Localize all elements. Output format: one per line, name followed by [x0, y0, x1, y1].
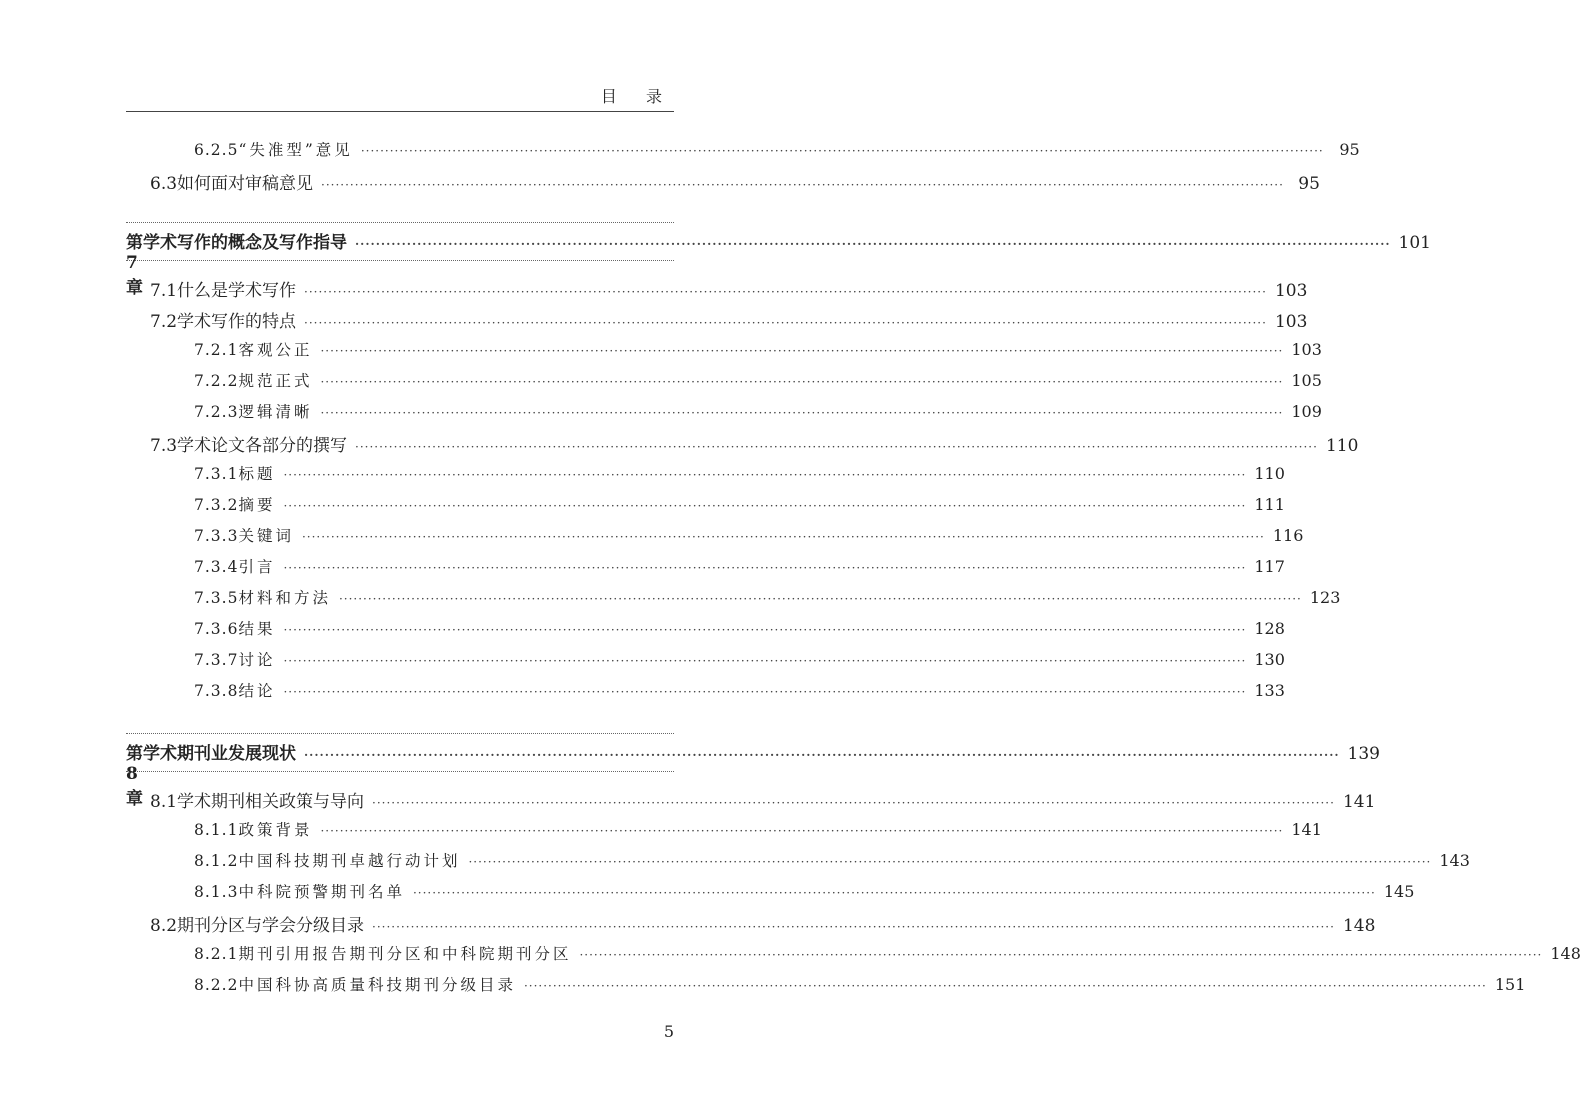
toc-entry-title: 规范正式 [238, 372, 313, 390]
toc-entry-page: 105 [1291, 371, 1322, 390]
toc-subsection[interactable] [194, 338, 1322, 362]
toc-entry-number: 8.2.1 [194, 945, 239, 963]
dot-leader: ········································································································································································································ [468, 855, 1432, 869]
toc-entry-page: 109 [1291, 402, 1322, 421]
dot-leader: ········································································································································································································ [523, 979, 1487, 993]
dot-leader: ········································································································································································································ [321, 178, 1284, 192]
toc-entry-number: 7.2.2 [194, 372, 239, 390]
toc-entry-page: 145 [1383, 882, 1415, 901]
toc-entry-page: 141 [1342, 792, 1376, 812]
toc-entry-number: 7.3.6 [194, 620, 239, 638]
toc-entry-title: 期刊引用报告期刊分区和中科院期刊分区 [238, 945, 572, 963]
toc-subsection[interactable] [194, 555, 1285, 579]
dot-leader: ········································································································································································································ [320, 344, 1284, 358]
toc-entry-page: 128 [1254, 619, 1285, 638]
toc-entry-number: 8.1.2 [194, 852, 239, 870]
toc-entry-page: 123 [1309, 588, 1341, 607]
dot-leader: ········································································································································································································ [320, 406, 1284, 420]
toc-entry-number: 7.2.1 [194, 341, 239, 359]
toc-entry-number: 7.3.1 [194, 465, 239, 483]
toc-entry-title: 中科院预警期刊名单 [238, 883, 405, 901]
toc-section[interactable] [150, 787, 1376, 812]
toc-entry-page: 143 [1439, 851, 1470, 870]
toc-subsection[interactable] [194, 400, 1322, 424]
toc-section[interactable] [150, 276, 1308, 301]
toc-entry-page: 148 [1342, 916, 1376, 936]
toc-section[interactable] [150, 169, 1320, 194]
toc-entry-title: 中国科技期刊卓越行动计划 [238, 852, 461, 870]
toc-entry-page: 117 [1254, 557, 1285, 576]
toc-subsection[interactable] [194, 524, 1304, 548]
toc-entry-number: 7.2.3 [194, 403, 239, 421]
dot-leader: ········································································································································································································ [412, 886, 1376, 900]
toc-subsection[interactable] [194, 648, 1285, 672]
dot-leader: ········································································································································································································ [283, 685, 1247, 699]
toc-entry-title: 讨论 [238, 651, 276, 669]
toc-entry-title: “失准型”意见 [238, 141, 353, 159]
toc-subsection[interactable] [194, 973, 1526, 997]
chapter-separator-top [126, 222, 674, 223]
toc-entry-page: 110 [1254, 464, 1285, 483]
toc-entry-number: 7.3.5 [194, 589, 239, 607]
toc-entry-page: 111 [1254, 495, 1285, 514]
toc-entry-page: 103 [1274, 312, 1308, 332]
dot-leader: ········································································································································································································ [283, 499, 1247, 513]
dot-leader: ········································································································································································································ [355, 440, 1318, 454]
dot-leader: ········································································································································································································ [304, 316, 1267, 330]
toc-entry-number: 8.1.1 [194, 821, 239, 839]
toc-entry-title: 学术写作的概念及写作指导 [143, 233, 347, 253]
toc-entry-page: 101 [1398, 233, 1431, 253]
toc-entry-page: 141 [1291, 820, 1322, 839]
toc-subsection[interactable] [194, 679, 1285, 703]
toc-entry-page: 103 [1274, 281, 1308, 301]
toc-entry-title: 结论 [238, 682, 276, 700]
toc-entry-number: 7.3.4 [194, 558, 239, 576]
toc-subsection[interactable] [194, 880, 1415, 904]
toc-entry-page: 139 [1347, 744, 1380, 764]
toc-entry-title: 逻辑清晰 [238, 403, 313, 421]
toc-entry-title: 标题 [238, 465, 276, 483]
toc-section[interactable] [150, 911, 1376, 936]
toc-entry-page: 95 [1339, 140, 1360, 159]
page-number: 5 [663, 1022, 674, 1041]
dot-leader: ········································································································································································································ [283, 561, 1247, 575]
toc-entry-title: 学术期刊业发展现状 [143, 744, 296, 764]
toc-entry-page: 103 [1291, 340, 1322, 359]
dot-leader: ········································································································································································································ [320, 824, 1284, 838]
toc-entry-title: 如何面对审稿意见 [177, 174, 314, 194]
toc-subsection[interactable] [194, 369, 1322, 393]
dot-leader: ········································································································································································································ [320, 375, 1284, 389]
toc-entry-number: 7.3.3 [194, 527, 239, 545]
toc-entry-title: 摘要 [238, 496, 276, 514]
toc-section[interactable] [150, 307, 1308, 332]
toc-entry-title: 学术论文各部分的撰写 [177, 436, 348, 456]
toc-entry-page: 130 [1254, 650, 1285, 669]
toc-entry-page: 110 [1325, 436, 1359, 456]
toc-entry-number: 6.3 [150, 174, 178, 194]
toc-entry-number: 7.1 [150, 281, 178, 301]
toc-entry-title: 材料和方法 [238, 589, 331, 607]
dot-leader: ········································································································································································································ [304, 748, 1340, 762]
chapter-separator-top [126, 733, 674, 734]
toc-entry-number: 第 8 章 [126, 744, 143, 809]
dot-leader: ········································································································································································································ [304, 285, 1267, 299]
dot-leader: ········································································································································································································ [372, 796, 1335, 810]
toc-entry-page: 133 [1254, 681, 1285, 700]
dot-leader: ········································································································································································································ [579, 948, 1543, 962]
toc-entry-title: 期刊分区与学会分级目录 [177, 916, 365, 936]
dot-leader: ········································································································································································································ [301, 530, 1265, 544]
toc-entry-page: 151 [1494, 975, 1526, 994]
toc-entry-number: 7.3.8 [194, 682, 239, 700]
toc-entry-title: 什么是学术写作 [177, 281, 297, 301]
running-header-title: 目 录 [600, 87, 674, 106]
toc-entry-title: 政策背景 [238, 821, 313, 839]
toc-subsection[interactable] [194, 493, 1285, 517]
toc-subsection[interactable] [194, 462, 1285, 486]
toc-entry-title: 学术期刊相关政策与导向 [177, 792, 365, 812]
chapter-separator-bottom [126, 771, 674, 772]
toc-subsection[interactable] [194, 138, 1360, 162]
toc-entry-title: 学术写作的特点 [177, 312, 297, 332]
toc-entry-title: 关键词 [238, 527, 294, 545]
dot-leader: ········································································································································································································ [283, 654, 1247, 668]
dot-leader: ········································································································································································································ [355, 237, 1391, 251]
header-rule [126, 111, 674, 112]
toc-subsection[interactable] [194, 586, 1341, 610]
toc-entry-number: 7.3 [150, 436, 178, 456]
toc-entry-number: 7.3.7 [194, 651, 239, 669]
toc-entry-title: 引言 [238, 558, 276, 576]
dot-leader: ········································································································································································································ [372, 920, 1335, 934]
dot-leader: ········································································································································································································ [338, 592, 1302, 606]
toc-entry-page: 95 [1298, 174, 1320, 194]
toc-subsection[interactable] [194, 617, 1285, 641]
dot-leader: ········································································································································································································ [283, 623, 1247, 637]
toc-entry-number: 8.1 [150, 792, 178, 812]
toc-entry-page: 116 [1272, 526, 1304, 545]
toc-entry-title: 结果 [238, 620, 276, 638]
toc-section[interactable] [150, 431, 1359, 456]
toc-subsection[interactable] [194, 942, 1581, 966]
toc-entry-title: 中国科协高质量科技期刊分级目录 [238, 976, 516, 994]
chapter-separator-bottom [126, 260, 674, 261]
toc-entry-number: 第 7 章 [126, 233, 143, 298]
toc-entry-number: 8.2 [150, 916, 178, 936]
toc-entry-number: 8.1.3 [194, 883, 239, 901]
toc-entry-number: 6.2.5 [194, 141, 239, 159]
toc-entry-title: 客观公正 [238, 341, 313, 359]
toc-entry-page: 148 [1550, 944, 1581, 963]
toc-subsection[interactable] [194, 818, 1322, 842]
toc-subsection[interactable] [194, 849, 1470, 873]
dot-leader: ········································································································································································································ [283, 468, 1247, 482]
toc-entry-number: 8.2.2 [194, 976, 239, 994]
dot-leader: ········································································································································································································ [360, 144, 1324, 158]
toc-entry-number: 7.2 [150, 312, 178, 332]
toc-entry-number: 7.3.2 [194, 496, 239, 514]
